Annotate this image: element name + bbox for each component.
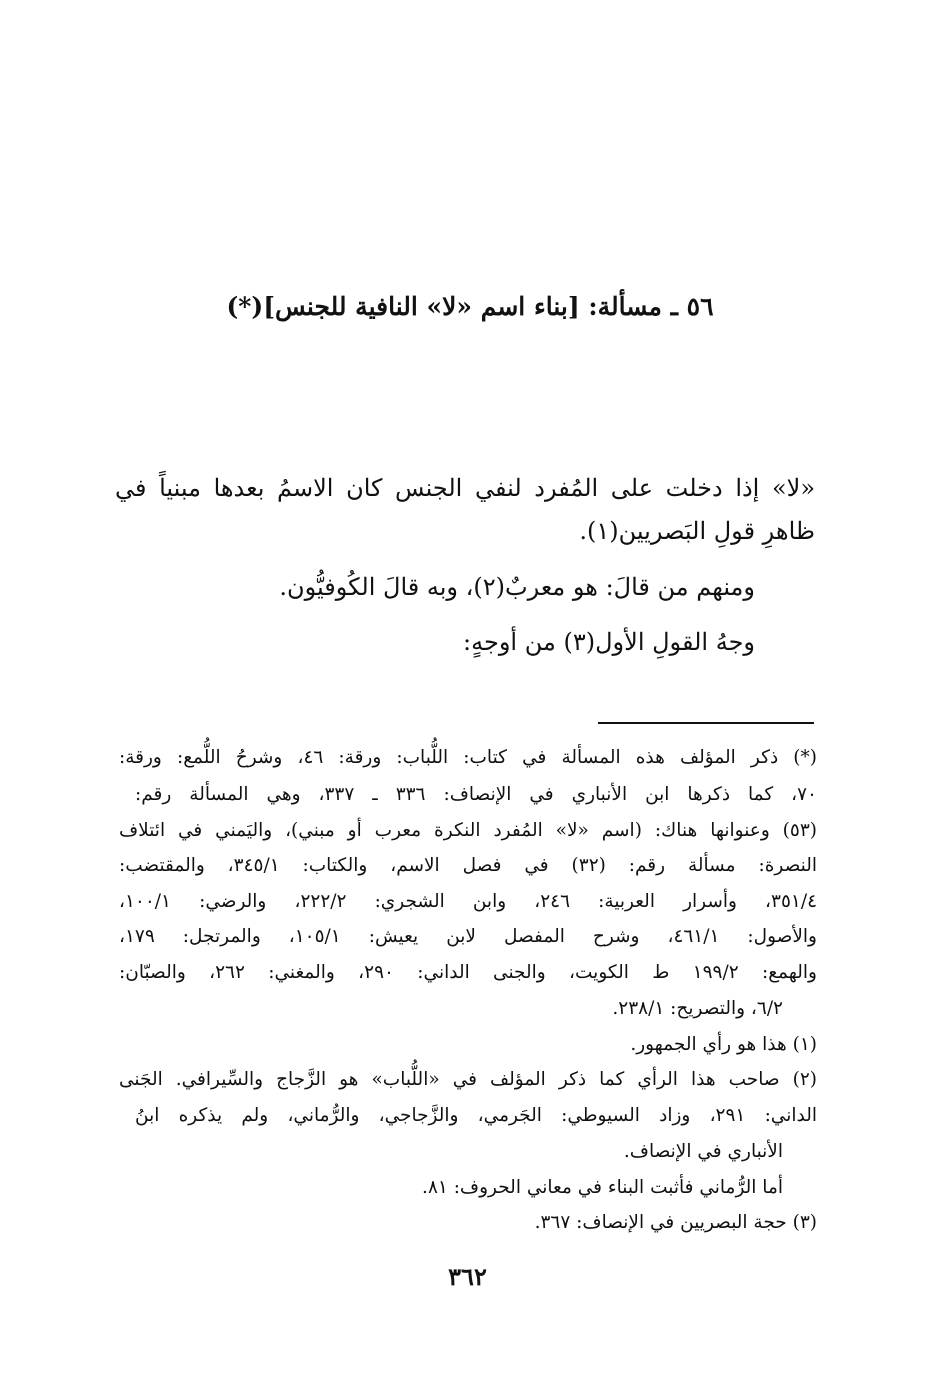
footnote-line: النصرة: مسألة رقم: (٣٢) في فصل الاسم، والكتاب: ٣٤٥/١، والمقتضب: bbox=[119, 855, 817, 876]
footnote-line: (*) ذكر المؤلف هذه المسألة في كتاب: اللُّباب: ورقة: ٤٦، وشرحُ اللُّمع: ورقة: bbox=[119, 747, 817, 768]
body-line-1: «لا» إذا دخلت على المُفرد لنفي الجنس كان الاسمُ بعدها مبنياً في bbox=[115, 474, 816, 502]
footnote-line: ٦/٢، والتصريح: ٢٣٨/١. bbox=[612, 998, 783, 1019]
body-line-4: وجهُ القولِ الأول(٣) من أوجهٍ: bbox=[463, 628, 755, 656]
footnote-line: ٧٠، كما ذكرها ابن الأنباري في الإنصاف: ٣٣٦ ـ ٣٣٧، وهي المسألة رقم: bbox=[135, 784, 817, 805]
footnote-line: أما الرُّماني فأثبت البناء في معاني الحروف: ٨١. bbox=[422, 1177, 783, 1198]
page-number: ٣٦٢ bbox=[448, 1262, 487, 1291]
footnote-line: والهمع: ١٩٩/٢ ط الكويت، والجنى الداني: ٢٩٠، والمغني: ٢٦٢، والصبّان: bbox=[119, 962, 817, 983]
footnote-separator bbox=[598, 722, 814, 724]
footnote-line: الأنباري في الإنصاف. bbox=[623, 1141, 783, 1162]
footnote-line: والأصول: ٤٦١/١، وشرح المفصل لابن يعيش: ١٠٥/١، والمرتجل: ١٧٩، bbox=[119, 926, 817, 947]
body-line-2: ظاهرِ قولِ البَصريين(١). bbox=[579, 517, 815, 545]
footnote-line: ٣٥١/٤، وأسرار العربية: ٢٤٦، وابن الشجري: ٢٢٢/٢، والرضي: ١٠٠/١، bbox=[119, 891, 818, 912]
footnote-line: (٣) حجة البصريين في الإنصاف: ٣٦٧. bbox=[534, 1212, 817, 1233]
footnote-line: (٥٣) وعنوانها هناك: (اسم «لا» المُفرد النكرة معرب أو مبني)، واليَمني في ائتلاف bbox=[119, 820, 817, 841]
footnote-line: الداني: ٢٩١، وزاد السيوطي: الجَرمي، والزَّجاجي، والرُّماني، ولم يذكره ابنُ bbox=[135, 1105, 817, 1126]
footnote-line: (١) هذا هو رأي الجمهور. bbox=[630, 1034, 817, 1055]
page-title: ٥٦ ـ مسألة: [بناء اسم «لا» النافية للجنس](*) bbox=[226, 292, 714, 321]
footnote-line: (٢) صاحب هذا الرأي كما ذكر المؤلف في «اللُّباب» هو الزَّجاج والسِّيرافي. الجَنى bbox=[119, 1069, 817, 1090]
body-line-3: ومنهم من قالَ: هو معربٌ(٢)، وبه قالَ الكُوفيُّون. bbox=[279, 573, 755, 601]
